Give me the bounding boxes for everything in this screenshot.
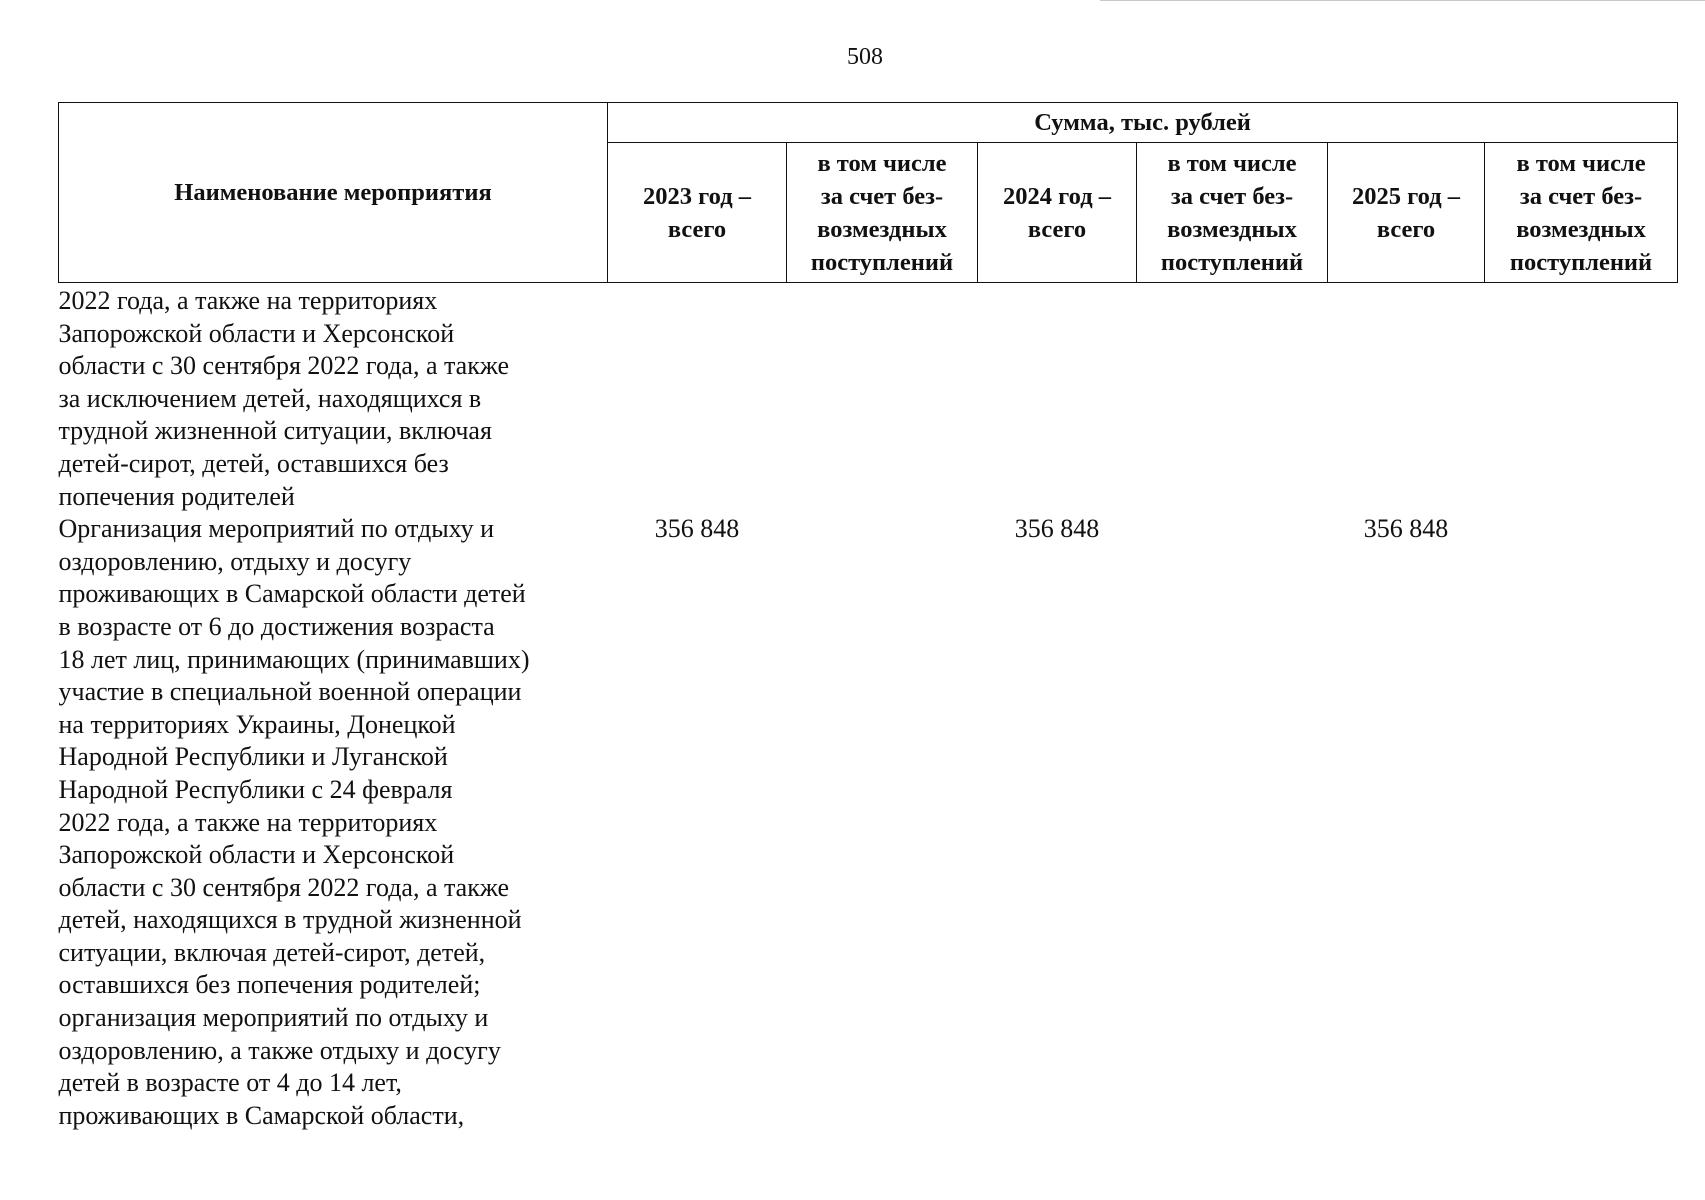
row-2023-total <box>608 283 787 514</box>
page-number: 508 <box>847 44 883 70</box>
row-2024-total: 356 848 <box>1014 514 1100 544</box>
row-2024-free <box>1137 283 1328 514</box>
header-2025-free: в том числе за счет без- возмездных поступлений <box>1485 143 1678 283</box>
row-2025-free <box>1485 283 1678 514</box>
row-2024-free <box>1137 513 1328 1132</box>
row-name: Организация мероприятий по отдыху и оздоровлению, отдыху и досугу проживающих в Самарской области детей в возрасте от 6 до достижения возраста 18 лет лиц, принимающих (принимавших) участие в специальной военной операции на территориях Украины, Донецкой Народной Республики и Луганской Народной Республики с 24 февраля 2022 года, а также на территориях Запорожской области и Херсонской области с 30 сентября 2022 года, а также детей, находящихся в трудной жизненной ситуации, включая детей-сирот, детей, оставшихся без попечения родителей; организация мероприятий по отдыху и оздоровлению, а также отдыху и досугу детей в возрасте от 4 до 14 лет, проживающих в Самарской области, <box>58 514 530 1130</box>
scan-artifact-line <box>1100 0 1705 1</box>
header-sum-group: Сумма, тыс. рублей <box>608 103 1678 143</box>
header-2025-total: 2025 год – всего <box>1328 143 1485 283</box>
budget-table <box>58 102 1678 1132</box>
header-2023-free: в том числе за счет без- возмездных поступлений <box>787 143 978 283</box>
row-2023-free <box>787 283 978 514</box>
row-2025-free <box>1485 513 1678 1132</box>
table-row <box>59 283 1678 514</box>
table-row <box>59 513 1678 1132</box>
header-name-column: Наименование мероприятия <box>59 103 608 283</box>
row-name: 2022 года, а также на территориях Запорожской области и Херсонской области с 30 сентября 2022 года, а также за исключением детей, находящихся в трудной жизненной ситуации, включая детей-сирот, детей, оставшихся без попечения родителей <box>58 286 510 511</box>
header-2023-total: 2023 год – всего <box>608 143 787 283</box>
row-2023-free <box>787 513 978 1132</box>
header-2024-total: 2024 год – всего <box>978 143 1137 283</box>
row-2023-total: 356 848 <box>654 514 740 544</box>
row-2025-total: 356 848 <box>1363 514 1449 544</box>
row-2025-total <box>1328 283 1485 514</box>
header-2024-free: в том числе за счет без- возмездных поступлений <box>1137 143 1328 283</box>
row-2024-total <box>978 283 1137 514</box>
table-header <box>59 103 1678 283</box>
